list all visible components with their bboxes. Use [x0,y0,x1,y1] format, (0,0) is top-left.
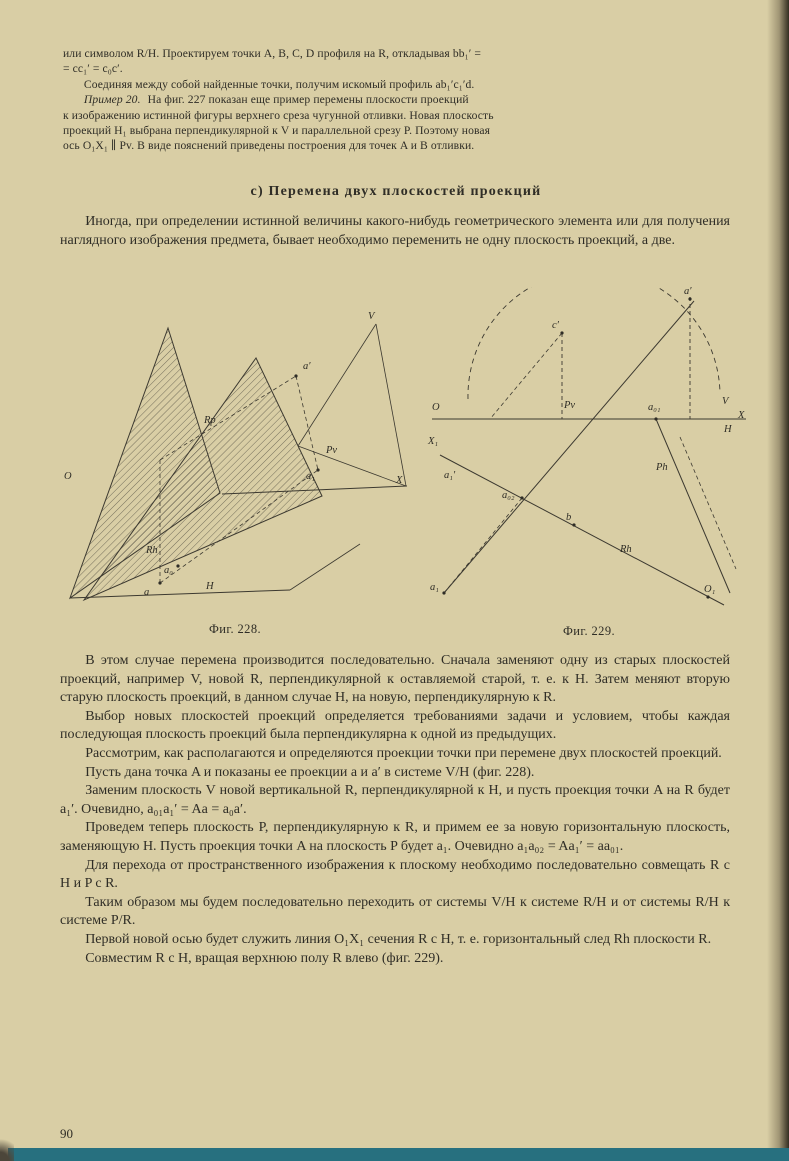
page-number: 90 [60,1126,73,1141]
figure-label: O₁ [704,584,716,595]
figure-228 [60,298,410,620]
paragraph: Рассмотрим, как располагаются и определяются проекции точки при перемене двух плоскостей проекций. [85,745,722,761]
paragraph: Заменим плоскость V новой вертикальной R, перпендикулярной к H, и пусть проекция точки A на R будет a₁′. Очевидно, a₀₁a₁′ = Aa = a₀a′. [60,783,730,817]
intro-line: = cc₁′ = c₀c′. [63,62,123,76]
intro-line-example [63,92,731,107]
figure-228-caption: Фиг. 228. [208,622,261,636]
figure-label: a₁ [430,582,439,593]
intro-line: ось O₁X₁ ∥ Pv. В виде пояснений приведены построения для точек A и B отливки. [63,139,475,153]
figure-label: Ph [656,462,668,473]
paragraph: В этом случае перемена производится последовательно. Сначала заменяют одну из старых плоскостей проекций, например V, новой R, перпендикулярной к оставляемой старой, т. е. к H. Затем меняют вторую старую плоскость проекций, в данном случае H, на новую, перпендикулярную к R. [60,653,730,706]
figure-label: O [432,402,440,413]
figure-label: Pv [326,445,338,456]
example-label: Пример 20. [83,93,141,107]
figure-label: H [724,424,732,435]
paragraph: Первой новой осью будет служить линия O₁X₁ сечения R с H, т. е. горизонтальный след Rh плоскости R. [85,931,712,947]
figure-label: V [368,311,375,322]
figure-label: X [396,475,403,486]
figure-label: a [144,587,150,598]
scan-bottom-bar [8,1148,789,1161]
figure-229-caption: Фиг. 229. [562,624,615,638]
paragraph: Пусть дана точка A и показаны ее проекции a и a′ в системе V/H (фиг. 228). [85,764,535,780]
intro-block [63,46,731,154]
paragraph: Совместим R с H, вращая верхнюю полу R влево (фиг. 229). [85,950,444,966]
figure-label: a′ [684,286,692,297]
figure-label: a₀₁ [648,402,661,413]
figure-228-drawing [60,298,410,620]
figure-label: b [566,512,572,523]
figure-label: a₁ [306,471,315,482]
figure-label: a₀₂ [502,490,515,501]
intro-line: или символом R/H. Проектируем точки A, B, C, D профиля на R, откладывая bb₁′ = [63,47,482,60]
figure-label: V [722,396,729,407]
figure-label: Pv [564,400,576,411]
figure-229-drawing [428,287,750,617]
figure-label: c′ [552,320,559,331]
scan-corner-shadow [0,1135,14,1161]
intro-line: Соединяя между собой найденные точки, получим искомый профиль ab₁′c₁′d. [83,77,475,91]
lead-paragraph: Иногда, при определении истинной величины какого-нибудь геометрического элемента или для получения наглядного изображения предмета, бывает необходимо переменить не одну плоскость проекций, а две. [60,214,730,248]
figure-label: H [206,581,214,592]
paragraph: Для перехода от пространственного изображения к плоскому необходимо последовательно совмещать R с H и P с R. [60,857,730,892]
section-heading: с) Перемена двух плоскостей проекций [250,184,542,199]
figure-label: X₁ [428,436,439,447]
figure-label: a′ [303,361,311,372]
paragraph: Проведем теперь плоскость P, перпендикулярную к R, и примем ее за новую горизонтальную плоскость, заменяющую H. Пусть проекция точки A на плоскость P будет a₁. Очевидно a₁a₀₂ = Aa₁′ = aa₀₁. [60,820,730,854]
paragraph: Выбор новых плоскостей проекций определяется требованиями задачи и условием, чтобы каждая последующая плоскость проекций была перпендикулярна к одной из предыдущих. [60,708,730,743]
intro-line: проекций H₁ выбрана перпендикулярной к V и параллельной срезу P. Поэтому новая [63,124,491,138]
figure-label: X [738,410,745,421]
intro-line-text: На фиг. 227 показан еще пример перемены плоскости проекций [144,93,469,107]
figure-label: a₁′ [444,470,456,481]
figure-label: O [64,471,72,482]
figure-label: Rh [620,544,632,555]
intro-line: к изображению истинной фигуры верхнего среза чугунной отливки. Новая плоскость [63,108,494,122]
scan-edge-shadow [767,0,789,1161]
figure-229 [428,287,750,617]
figure-label: Rh [146,545,158,556]
figure-label: a₀ [164,565,173,576]
body-text [60,652,730,968]
paragraph: Таким образом мы будем последовательно переходить от системы V/H к системе R/H и от системы R/H к системе P/R. [60,894,730,929]
figure-label: Rp [204,415,216,426]
